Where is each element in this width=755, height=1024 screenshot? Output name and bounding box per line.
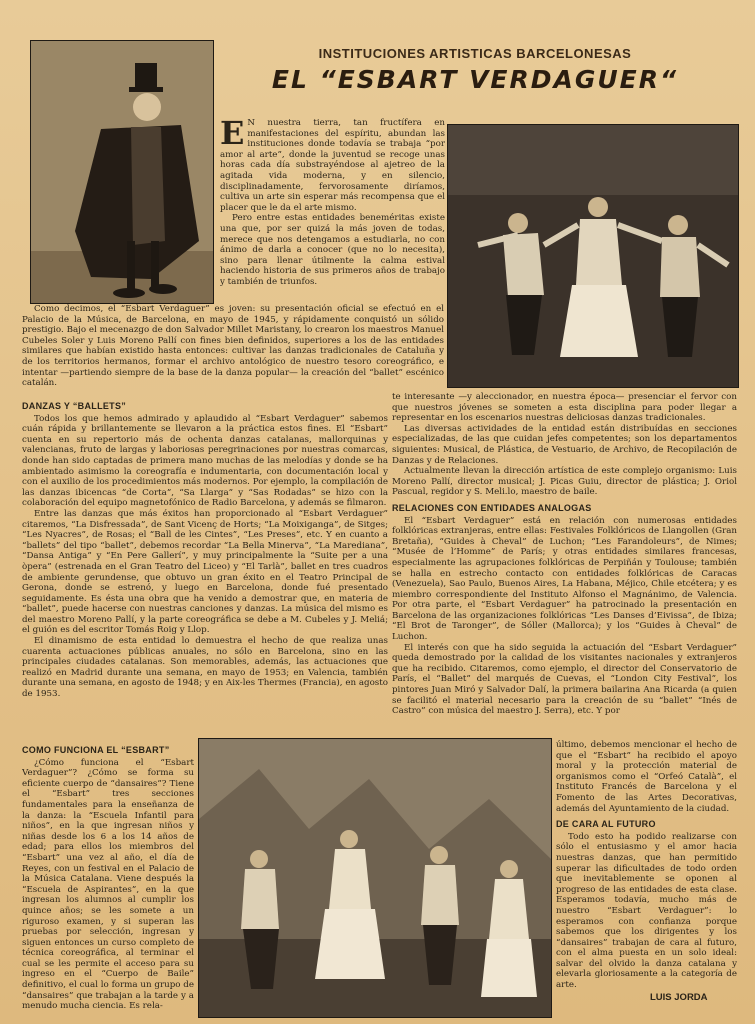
- funciona-paragraph-1: ¿Cómo funciona el “Esbart Verdaguer”? ¿Cómo se forma su eficiente cuerpo de “dansaires”? Tiene el “Esbart” tres secciones fundamentales para la enseñanza de la danza: la “Escuela Infantil para niños”, en la que ingresan niños y niñas desde los 6 a los 14 años de edad; para ellos los miembros del “Esbart” una vez al año, el día de Reyes, con un festival en el Palacio de la Música Catalana. Viene después la “Escuela de Aspirantes”, en la que ingresan los alumnos al cumplir los quince años; se les somete a un riguroso examen, y si superan las pruebas por selección, ingresan y siguen entonces un curso completo de técnica coreográfica, al terminar el cual se les permite el acceso para su ingreso en el “Cuerpo de Baile” definitivo, el cual lo forma un grupo de “dansaires” que trabajan a la tarde y a menudo mucha ciencia. Es rela-: [22, 757, 194, 1012]
- intro-paragraph-3: Como decimos, el “Esbart Verdaguer” es joven: su presentación oficial se efectuó en el Palacio de la Música, de Barcelona, en mayo de 1945, y rápidamente conquistó un sólido prestigio. Bajo el mecenazgo de don Salvador Millet Maristany, lo crearon los maestros Manuel Cubeles Soler y Luis Moreno Pallí con fines bien definidos, superiores a los de las entidades similares que habían existido hasta entonces: cultivar las danzas tradicionales de Cataluña y de los territorios hermanos, formar el archivo antológico de nuestro tesoro coreográfico, e intentar —partiendo siempre de la base de la danza popular— la creación del “ballet” escénico catalán.: [22, 304, 444, 389]
- photo-outdoor-dance-art: [199, 739, 551, 1017]
- author-byline: LUIS JORDA: [650, 992, 708, 1003]
- danzas-paragraph-1: Todos los que hemos admirado y aplaudido al “Esbart Verdaguer” sabemos cuán rápida y brillantemente se llevaron a la práctica estos fines. El “Esbart” cuenta en su repertorio más de ochenta danzas catalanas, mallorquinas y valencianas, fruto de largas y laboriosas peregrinaciones por nuestras comarcas, donde han sido captadas de primera mano muchas de las melodías y donde se ha ambientado asimismo la coreografía e indumentaria, con documentación local y con el auxilio de los procedimientos más modernos. Por ejemplo, la compilación de las danzas ibicencas “de Corta”, “Sa Llarga” y “Sas Rodadas” se hizo con la colaboración del equipo magnetofónico de Radio Barcelona, y además se filmaron.: [22, 413, 388, 509]
- article-header: [215, 40, 735, 108]
- intro-wide-paragraph: [22, 304, 444, 396]
- section-heading-danzas: DANZAS Y “BALLETS”: [22, 401, 127, 411]
- futuro-paragraph: Todo esto ha podido realizarse con sólo el entusiasmo y el amor hacia nuestras danzas, que han permitido superar las dificultades de todo orden que inevitablemente se oponen al progreso de las entidades de esta clase. Esperamos todavía, mucho más de nuestro “Esbart Verdaguer”: lo esperamos con confianza porque sabemos que los dirigentes y los “dansaires” trabajan de cara al futuro, con el alma puesta en un solo ideal: salvar del olvido la danza catalana y elevarla gloriosamente a la categoría de arte.: [556, 831, 737, 990]
- intro-column: [220, 118, 445, 304]
- photo-dancers-stage: [447, 124, 739, 388]
- danzas-paragraph-3: El dinamismo de esta entidad lo demuestra el hecho de que realiza unas cuarenta actuaciones públicas anuales, no sólo en Barcelona, sino en las principales ciudades catalanas. Son memorables, además, las actuaciones que realizó en Madrid durante una semana, en mayo de 1953; en Valencia, también durante una semana, en agosto de 1948; y en Aix-les Thermes (Francia), en agosto de 1953.: [22, 636, 388, 700]
- photo-outdoor-dance: [198, 738, 552, 1018]
- photo-costumed-figure: [30, 40, 214, 304]
- intro-paragraph-2: Pero entre estas entidades beneméritas existe una que, por ser quizá la más joven de todas, merece que nos detengamos a estudiarla, no con ánimo de darla a conocer (que no lo necesita), sino para llenar útilmente la calma estival haciendo historia de sus primeros años de trabajo y también de triunfos.: [220, 213, 445, 287]
- relaciones-paragraph-1: El “Esbart Verdaguer” está en relación con numerosas entidades folklóricas extranjeras, entre ellas: Festivales Folklóricos de Llangollen (Gran Bretaña), “Guides à Cheval” de Luchon; “Les Farandoleurs”, de Nimes; “Musée de l’Homme” de París; y otras entidades similares francesas, especialmente las agrupaciones folklóricas de Perpiñán y Toulouse; también se halla en estrecho contacto con entidades folklóricas de Caracas (Venezuela), Sao Paulo, Buenos Aires, La Habana, Méjico, Chile etcétera; y es miembro correspondiente del Instituto Alfonso el Magnánimo, de Valencia. Por otra parte, el “Esbart Verdaguer” ha patrocinado la presentación en Barcelona de las organizaciones folklóricas “Les Danses d’Eivissa”, de Ibiza; “El Brot de Taronger”, de Sóller (Mallorca); y los “Guides à Cheval” de Luchon.: [392, 515, 737, 643]
- section-heading-relaciones: RELACIONES CON ENTIDADES ANALOGAS: [392, 502, 592, 513]
- article-title: EL “ESBART VERDAGUER“: [271, 65, 679, 94]
- right-paragraph-2: Actualmente llevan la dirección artística de este complejo organismo: Luis Moreno Pallí, director musical; J. Picas Guiu, director de plástica; J. Oriol Pascual, regidor y S. Meli.lo, maestro de baile.: [392, 466, 737, 498]
- photo-dancers-stage-art: [448, 125, 738, 387]
- bottom-right-column: [556, 740, 737, 990]
- right-paragraph-0: te interesante —y aleccionador, en nuestra época— presenciar el fervor con que nuestros jóvenes se someten a esta disciplina para poder llegar a representar en los escenarios nuestras deliciosas danzas tradicionales.: [392, 392, 737, 424]
- closing-paragraph-1: último, debemos mencionar el hecho de que el “Esbart” ha recibido el apoyo moral y la protección material de organismos como el “Orfeó Català”, el Instituto Francés de Barcelona y el Fomento de las Artes Decorativas, además del Ayuntamiento de la ciudad.: [556, 740, 737, 814]
- danzas-paragraph-2: Entre las danzas que más éxitos han proporcionado al “Esbart Verdaguer” citaremos, “La Disfressada”, de Sant Vicenç de Horts; “La Moixiganga”, de Sitges; “Les Nyacres”, de Rosas; el “Ball de les Cintes”, “Les Preses”, etc. Y en cuanto a “ballets” del tipo “ballet”, debemos recordar “La Bella Minerva”, “La Marediana”, “Dansa Antiga” y “En Pere Gallerí”, y muy principalmente la “Suite per a una òpera” (estrenada en el Gran Teatro del Liceo) y “El Tarlà”, ballet en tres cuadros de ambiente gerundense, que obtuvo un gran éxito en el Teatro Principal de Gerona, donde se estrenó, y luego en Barcelona, donde fué presentado seguidamente. Es ésta una obra que ha venido a demostrar que, en materia de “ballet”, puede hacerse con nuestras canciones y danzas. La música del mismo es del maestro Moreno Pallí, y la parte coreográfica se debe a M. Cubeles y J. Meliá; el guión es del escritor Tomás Roig y Llop.: [22, 508, 388, 636]
- right-paragraph-1: Las diversas actividades de la entidad están distribuídas en secciones especializadas, de las que cuidan jefes competentes; son los departamentos siguientes: Musical, de Plástica, de Vestuario, de Archivo, de Recopilación de Danzas y de Relaciones.: [392, 423, 737, 466]
- article-kicker: INSTITUCIONES ARTISTICAS BARCELONESAS: [318, 46, 632, 61]
- drop-cap: E: [220, 118, 245, 152]
- right-column: [392, 392, 737, 736]
- section-heading-funciona: COMO FUNCIONA EL “ESBART”: [22, 745, 170, 755]
- relaciones-paragraph-2: El interés con que ha sido seguida la actuación del “Esbart Verdaguer” queda demostrado por la calidad de los visitantes nacionales y extranjeros que ha recibido. Citaremos, como ejemplo, el director del Conservatorio de París, el “Ballet” del marqués de Cuevas, el “London City Festival”, los pintores Juan Miró y Salvador Dalí, la primera bailarina Ana Ricarda (a quien se facilitó el material necesario para la creación de su “ballet” “Inés de Castro” con música del maestro J. Serra), etc. Y por: [392, 642, 737, 717]
- left-column: [22, 396, 388, 736]
- photo-costumed-figure-art: [31, 41, 213, 303]
- section-heading-futuro: DE CARA AL FUTURO: [556, 819, 656, 830]
- intro-text-1: N nuestra tierra, tan fructífera en manifestaciones del espíritu, abundan las instituciones donde todavía se trabaja “por amor al arte”, donde la juventud se recoge unas horas cada día substrayéndose al ajetreo de la agitada vida moderna, y en silencio, disciplinadamente, fervorosamente diríamos, cultiva un arte sin esperar más recompensa que el placer que le da el arte mismo.: [220, 118, 445, 213]
- bottom-left-column: [22, 740, 194, 1016]
- intro-paragraph-1: [220, 118, 445, 213]
